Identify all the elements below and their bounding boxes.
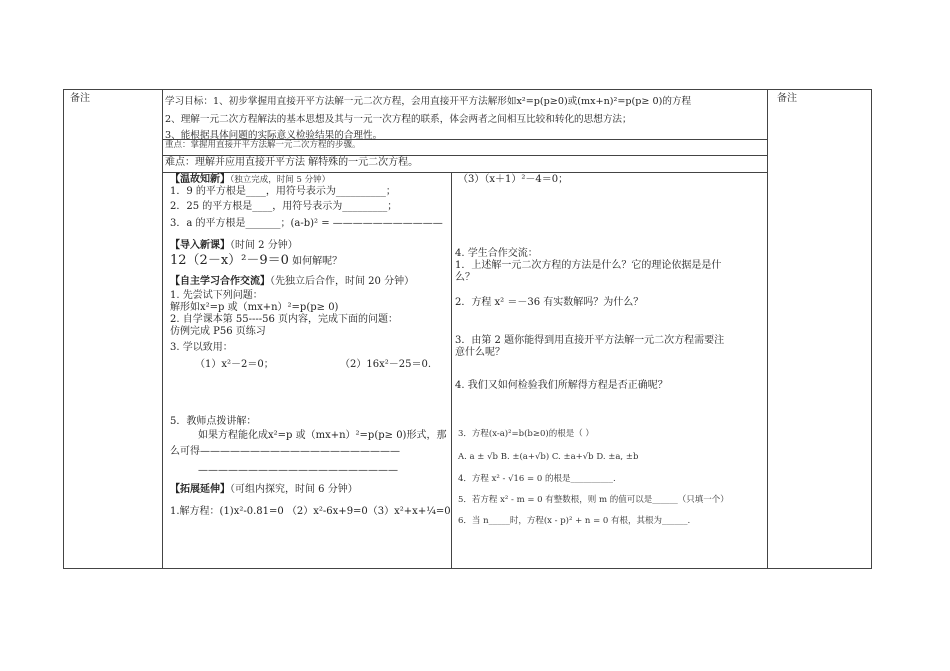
extension-title: 【拓展延伸】 — [170, 484, 230, 495]
practice-q4: 4．方程 x² - √16 = 0 的根是__________. — [458, 474, 616, 484]
extension-note: （可组内探究，时间 6 分钟） — [230, 484, 358, 495]
self-step-1b: 解形如x²=p 或（mx+n）²=p(p≥ 0) — [170, 302, 339, 313]
review-heading — [170, 174, 330, 186]
row-divider-3 — [162, 172, 767, 173]
self-step-2b: 仿例完成 P56 页练习 — [170, 326, 266, 337]
key-point: 重点：掌握用直接开平方法解一元二次方程的步骤。 — [165, 140, 361, 150]
teacher-step: 5．教师点拨讲解： — [170, 416, 257, 427]
right-note-label: 备注 — [777, 93, 797, 104]
review-title: 【温故知新】 — [170, 174, 230, 185]
objective-line-1: 学习目标：1、初步掌握用直接开平方法解一元二次方程，会用直接开平方法解形如x²=p(p≥0)或(mx+n)²=p(p≥ 0)的方程 — [165, 96, 692, 107]
review-q3: 3．a 的平方根是_______；(a-b)² = ——————————— — [170, 218, 443, 229]
self-step-2: 2. 自学课本第 55----56 页内容，完成下面的问题： — [170, 314, 399, 325]
intro-equation-line — [170, 254, 342, 269]
cooperate-q1a: 1．上述解一元二次方程的方法是什么？它的理论依据是是什 — [455, 260, 722, 271]
review-note: （独立完成，时间 5 分钟） — [230, 175, 331, 185]
col-divider-middle — [451, 173, 452, 568]
extension-question: 1.解方程：(1)x²-0.81=0 （2）x²-6x+9=0（3）x²+x+¼=0 — [170, 506, 451, 517]
practice-q3: 3．方程(x-a)²=b(b≥0)的根是（ ） — [458, 429, 594, 439]
exercise-1: （1）x²－2＝0； — [195, 359, 274, 370]
objective-line-3: 3、能根据具体问题的实际意义检验结果的合理性。 — [165, 130, 383, 141]
teacher-explain-2: 么可得———————————————————— — [170, 446, 400, 457]
objective-line-2: 2、理解一元二次方程解法的基本思想及其与一元一次方程的联系，体会两者之间相互比较和转化的思想方法； — [165, 114, 632, 125]
self-step-3: 3. 学以致用： — [170, 342, 233, 353]
review-q2: 2．25 的平方根是____，用符号表示为_________； — [170, 201, 398, 212]
extension-heading — [170, 484, 358, 496]
review-q1: 1．9 的平方根是____，用符号表示为__________； — [170, 186, 396, 197]
intro-title: 【导入新课】 — [170, 240, 230, 251]
self-study-title: 【自主学习合作交流】 — [170, 276, 270, 287]
cooperate-q3a: 3．由第 2 题你能得到用直接开平方法解一元二次方程需要注 — [455, 335, 725, 346]
cooperate-heading: 4. 学生合作交流： — [455, 248, 538, 259]
self-study-note: （先独立后合作，时间 20 分钟） — [270, 276, 415, 287]
difficulty: 难点：理解并应用直接开平方法 解特殊的一元二次方程。 — [165, 157, 419, 168]
cooperate-q2: 2．方程 x² ＝－36 有实数解吗？为什么？ — [455, 297, 644, 308]
practice-q3-options: A. a ± √b B. ±(a+√b) C. ±a+√b D. ±a, ±b — [458, 452, 639, 462]
self-step-1: 1. 先尝试下列问题： — [170, 290, 263, 301]
intro-equation: 12（2－x）²－9＝0 — [170, 253, 289, 268]
practice-q6: 6．当 n_____时，方程(x - p)² + n = 0 有根，其根为______. — [458, 516, 691, 526]
teacher-explain-3: ———————————————————— — [198, 465, 398, 476]
self-study-heading — [170, 276, 414, 288]
cooperate-q1b: 么？ — [455, 272, 475, 283]
intro-question: 如何解呢？ — [292, 256, 343, 267]
intro-note: （时间 2 分钟） — [230, 240, 298, 251]
teacher-explain-1: 如果方程能化成x²=p 或（mx+n）²=p(p≥ 0)形式，那 — [198, 430, 447, 441]
intro-heading — [170, 240, 298, 252]
cooperate-q4: 4. 我们又如何检验我们所解得方程是否正确呢？ — [455, 380, 668, 391]
exercise-2: （2）16x²－25＝0. — [340, 359, 432, 370]
practice-q5: 5．若方程 x² - m = 0 有整数根，则 m 的值可以是______（只填一个） — [458, 495, 729, 505]
row-divider-2 — [162, 155, 767, 156]
col-divider-right — [767, 90, 768, 568]
left-note-label: 备注 — [70, 93, 90, 104]
right-exercise-3: （3）（x＋1）²－4＝0； — [458, 174, 569, 185]
col-divider-left — [162, 90, 163, 568]
cooperate-q3b: 意什么呢？ — [455, 347, 505, 358]
